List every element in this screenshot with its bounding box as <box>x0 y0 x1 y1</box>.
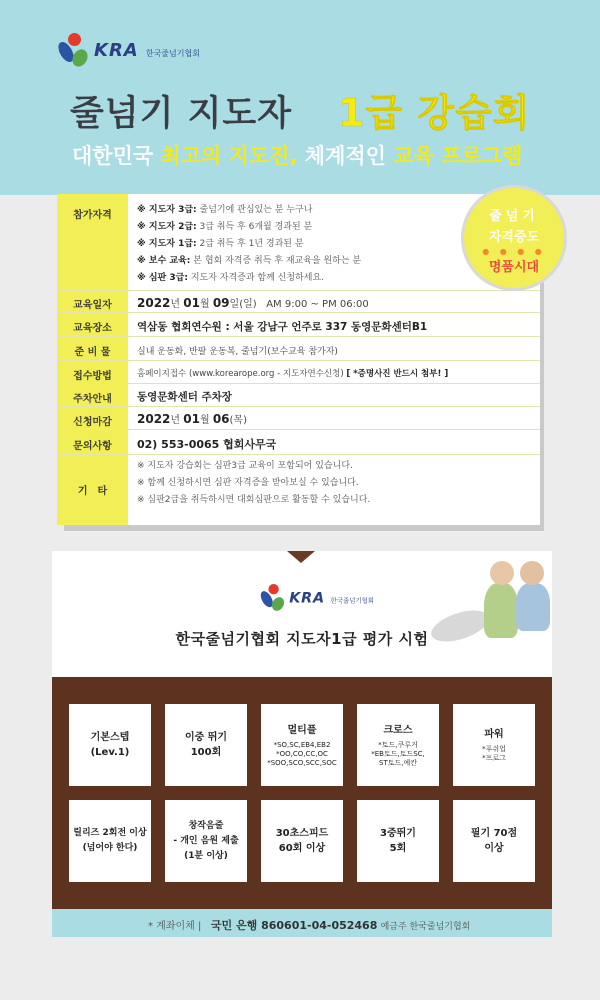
exam-item-tile: 크로스 *토드,쿠루거 *EB토드,토드SC, ST토드,예칸 <box>357 704 439 786</box>
row-place <box>57 313 540 337</box>
logo-kra-text: KRA <box>94 39 139 61</box>
label-etc: 기 타 <box>77 486 108 497</box>
eligibility-item: ※ 심판 3급: 지도자 자격증과 함께 신청하세요. <box>137 273 325 283</box>
logo2-korean-text: 한국줄넘기협회 <box>330 596 374 604</box>
eligibility-item: ※ 지도자 2급: 3급 취득 후 6개월 경과된 분 <box>137 222 313 232</box>
exam-item-tile: 기본스텝 (Lev.1) <box>69 704 151 786</box>
exam-item-tile: 멀티플 *SO,SC,EB4,EB2 *OO,CO,CC,OC *SOO,SCO,SCC,SOC <box>261 704 343 786</box>
subtitle-part-1: 대한민국 <box>72 144 154 168</box>
eligibility-item: ※ 지도자 3급: 줄넘기에 관심있는 분 누구나 <box>137 205 313 215</box>
eligibility-item: ※ 지도자 1급: 2급 취득 후 1년 경과된 분 <box>137 239 304 249</box>
jump-rope-kids-photo <box>420 553 552 678</box>
label-parking: 주차안내 <box>73 394 112 405</box>
row-date <box>57 291 540 313</box>
badge-line-1: 줄넘기 <box>489 209 539 224</box>
certificate-badge <box>464 188 564 288</box>
contact-info: 02) 553-0065 협회사무국 <box>137 438 277 451</box>
row-deadline <box>57 407 540 430</box>
account-holder: 예금주 한국줄넘기협회 <box>380 922 471 932</box>
eligibility-item: ※ 보수 교육: 본 협회 자격증 취득 후 재교육을 원하는 분 <box>137 256 362 266</box>
account-number: 국민 은행 860601-04-052468 <box>210 919 378 932</box>
exam-item-tile: 파워 *푸쉬업 *프로그 <box>453 704 535 786</box>
deadline-date: 2022년 01월 06(목) <box>137 412 247 426</box>
etc-item: ※ 지도자 강습회는 심판3급 교육이 포함되어 있습니다. <box>137 461 353 471</box>
label-eligibility: 참가자격 <box>73 210 112 221</box>
exam-item-tile: 창작음줄 - 개인 음원 제출 (1분 이상) <box>165 800 247 882</box>
label-deadline: 신청마감 <box>73 417 112 428</box>
parking-info: 동영문화센터 주차장 <box>137 391 232 403</box>
subtitle-part-2: 최고의 지도진, <box>160 144 298 168</box>
label-contact: 문의사항 <box>73 441 112 452</box>
row-parking <box>57 384 540 407</box>
exam-item-tile: 30초스피드 60회 이상 <box>261 800 343 882</box>
apply-text: 홈페이지접수 (www.korearope.org - 지도자연수신청) <box>137 369 344 379</box>
label-date: 교육일자 <box>73 300 112 311</box>
education-place: 역삼동 협회연수원 : 서울 강남구 언주로 337 동영문화센터B1 <box>137 321 428 333</box>
label-place: 교육장소 <box>73 323 112 334</box>
kra-logo <box>60 33 200 67</box>
exam-item-tile: 필기 70점 이상 <box>453 800 535 882</box>
exam-item-tile: 3중뛰기 5회 <box>357 800 439 882</box>
account-info <box>148 917 470 933</box>
exam-title: 한국줄넘기협회 지도자1급 평가 시험 <box>175 630 429 648</box>
prep-items: 실내 운동화, 반팔 운동복, 줄넘기(보수교육 참가자) <box>137 347 338 357</box>
account-label: * 계좌이체 | <box>148 921 202 932</box>
label-apply: 접수방법 <box>73 371 112 382</box>
apply-note: [ *증명사진 반드시 첨부! ] <box>346 369 449 379</box>
subtitle-part-4: 교육 프로그램 <box>393 144 523 168</box>
row-apply <box>57 361 540 384</box>
row-etc <box>57 455 540 525</box>
exam-items-board <box>52 677 552 909</box>
logo2-kra-text: KRA <box>289 589 325 606</box>
page-title: 줄넘기 지도자 <box>70 94 293 134</box>
exam-item-tile: 이중 뛰기 100회 <box>165 704 247 786</box>
page-subtitle <box>72 140 522 170</box>
section-notch <box>287 551 315 563</box>
exam-item-tile: 릴리즈 2회전 이상 (넘어야 한다) <box>69 800 151 882</box>
apply-method <box>137 367 534 379</box>
badge-dots: ● ● ● ● <box>482 247 546 256</box>
education-date: 2022년 01월 09일(일) AM 9:00 ~ PM 06:00 <box>137 296 369 310</box>
etc-list <box>137 458 534 509</box>
etc-item: ※ 함께 신청하시면 심판 자격증을 받아보실 수 있습니다. <box>137 478 359 488</box>
etc-item: ※ 심판2급을 취득하시면 대회심판으로 활동할 수 있습니다. <box>137 495 371 505</box>
row-contact <box>57 430 540 455</box>
kra-logo-small-icon <box>262 584 286 611</box>
badge-line-3: 명품시대 <box>488 260 540 275</box>
kra-logo-icon <box>60 33 90 67</box>
account-footer <box>52 909 552 937</box>
label-prep: 준 비 물 <box>74 347 111 358</box>
logo-korean-text: 한국줄넘기협회 <box>145 48 200 58</box>
page-title-accent: 1급 강습회 <box>338 91 531 135</box>
hero-banner <box>0 0 600 195</box>
row-prep <box>57 337 540 361</box>
kra-logo-small <box>262 584 374 611</box>
badge-line-2: 자격증도 <box>488 230 540 245</box>
subtitle-part-3: 체계적인 <box>304 144 386 168</box>
